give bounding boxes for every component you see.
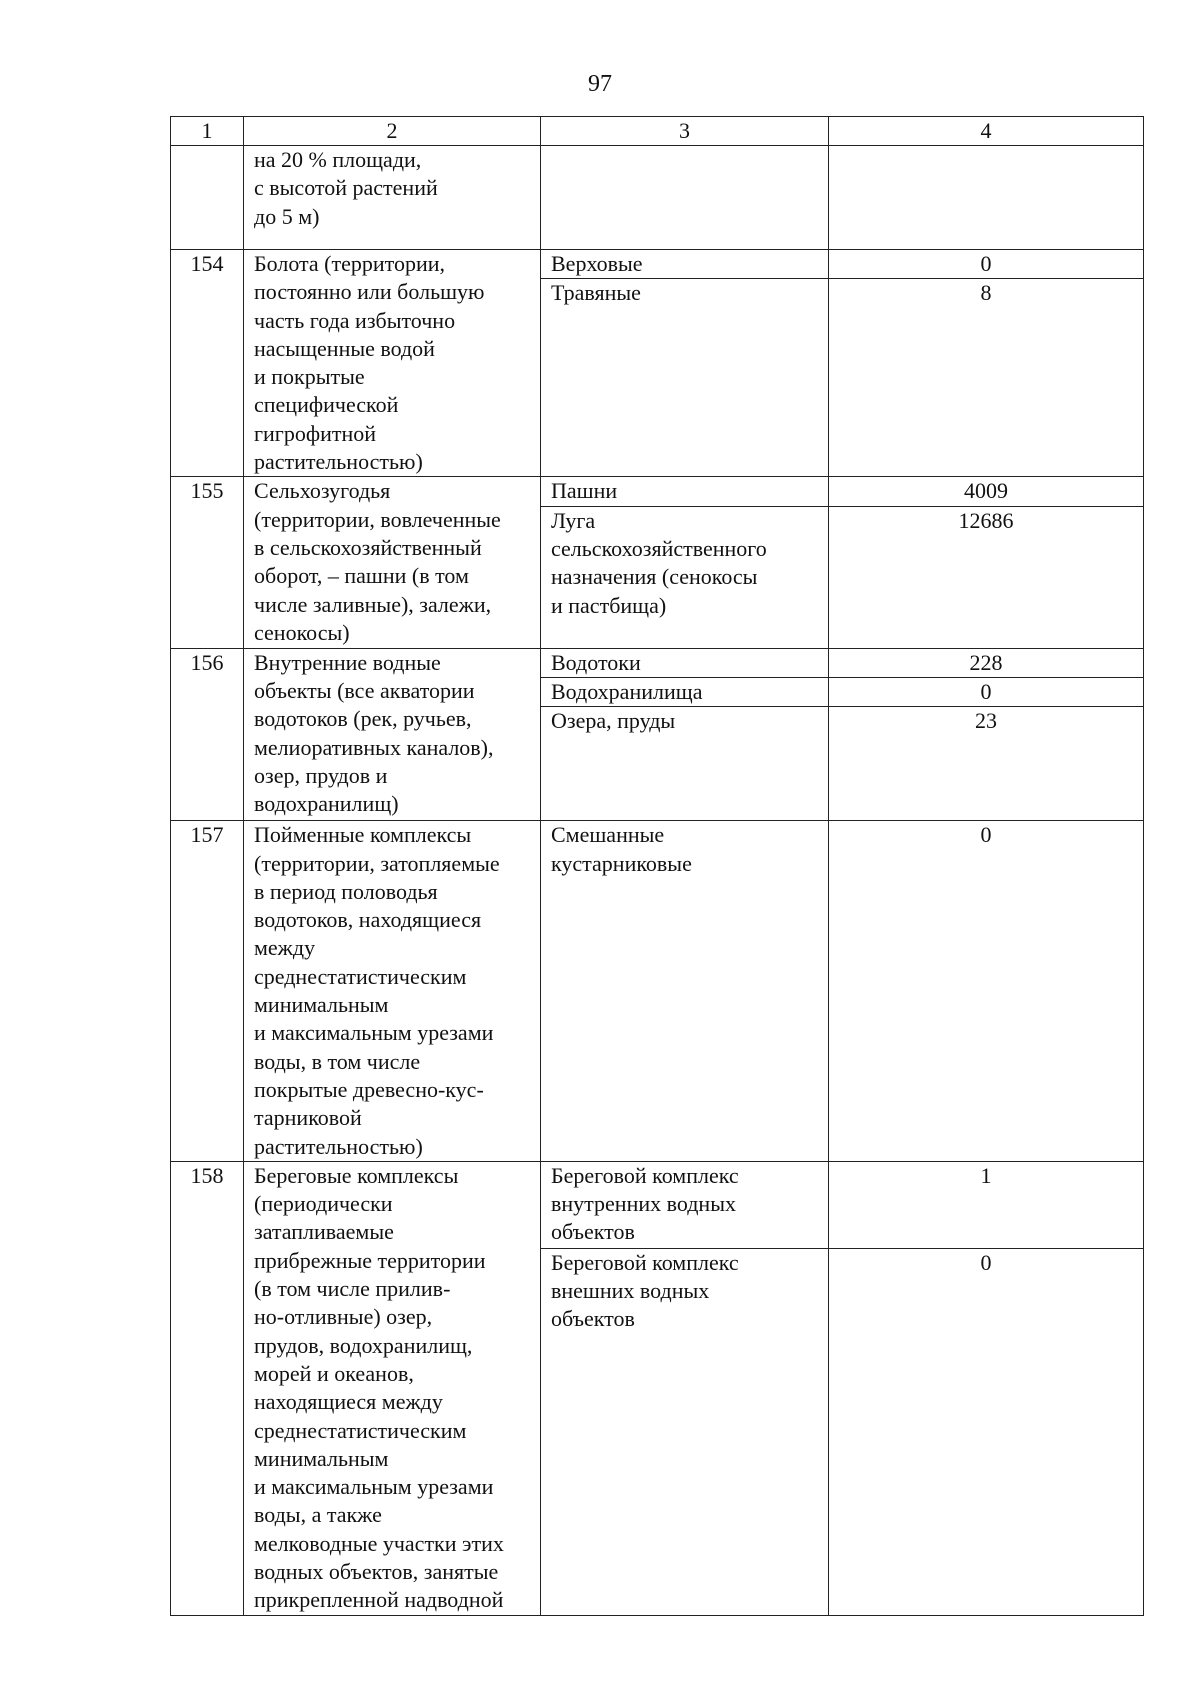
column-header-1: 1 [171, 117, 244, 146]
column-header-4: 4 [829, 117, 1144, 146]
row-description-text: Сельхозугодья (территории, вовлеченные в сельскохозяйственный оборот, – пашни (в том числе заливные), залежи, сенокосы) [254, 478, 501, 645]
row-value: 8 [829, 279, 1144, 477]
row-type [541, 279, 829, 477]
page-number: 97 [588, 71, 612, 97]
row-value: 228 [829, 648, 1144, 677]
row-type [541, 1248, 829, 1615]
row-type-text: Озера, пруды [551, 708, 676, 734]
row-type [541, 477, 829, 506]
row-value: 23 [829, 707, 1144, 821]
table-row [171, 1161, 1144, 1248]
row-number-cell [171, 146, 244, 250]
row-number: 157 [171, 821, 244, 1162]
row-value: 0 [829, 821, 1144, 1162]
row-type [541, 1161, 829, 1248]
row-value: 1 [829, 1161, 1144, 1248]
row-type-text: Верховые [551, 251, 643, 276]
row-type-text: Береговой комплекс внутренних водных объектов [551, 1162, 739, 1245]
row-value-cell [829, 146, 1144, 250]
row-description [244, 250, 541, 477]
column-header-3: 3 [541, 117, 829, 146]
table-row [171, 648, 1144, 677]
row-value: 4009 [829, 477, 1144, 506]
row-description [244, 1161, 541, 1615]
row-description [244, 648, 541, 821]
row-value: 0 [829, 1248, 1144, 1615]
table-header-row [171, 117, 1144, 146]
row-number: 154 [171, 250, 244, 477]
row-type-text: Водохранилища [551, 678, 703, 704]
row-description-text: Внутренние водные объекты (все акватории водотоков (рек, ручьев, мелиоративных каналов), озер, прудов и водохранилищ) [254, 649, 494, 817]
row-description-text: на 20 % площади, с высотой растений до 5 м) [254, 147, 438, 229]
row-type-text: Луга сельскохозяйственного назначения (сенокосы и пастбища) [551, 507, 767, 618]
row-number: 156 [171, 648, 244, 821]
row-type [541, 821, 829, 1162]
row-type-text: Береговой комплекс внешних водных объектов [551, 1249, 739, 1332]
row-type-text: Травяные [551, 280, 641, 306]
row-description [244, 821, 541, 1162]
row-type [541, 648, 829, 677]
row-type [541, 677, 829, 706]
table-row [171, 250, 1144, 279]
land-cover-table [170, 116, 1144, 1616]
row-type [541, 250, 829, 279]
table-row [171, 821, 1144, 1162]
row-type [541, 506, 829, 648]
row-value: 0 [829, 677, 1144, 706]
row-description-text: Береговые комплексы (периодически затапливаемые прибрежные территории (в том числе прилив- но-отливные) озер, прудов, водохранилищ, морей и океанов, находящиеся между среднестатистическим минимальным и максимальным урезами воды, а также мелководные участки этих водных объектов, занятые прикрепленной надводной [254, 1162, 504, 1613]
row-number: 158 [171, 1161, 244, 1615]
row-type-text: Водотоки [551, 649, 641, 675]
row-type [541, 707, 829, 821]
row-description [244, 477, 541, 648]
column-header-2: 2 [244, 117, 541, 146]
row-number: 155 [171, 477, 244, 648]
row-type-cell [541, 146, 829, 250]
table-row [171, 477, 1144, 506]
row-type-text: Смешанные кустарниковые [551, 822, 692, 876]
table-row-continuation [171, 146, 1144, 250]
row-type-text: Пашни [551, 478, 618, 504]
row-description-text: Пойменные комплексы (территории, затопляемые в период половодья водотоков, находящиеся между среднестатистическим минимальным и максимальным урезами воды, в том числе покрытые древесно-кус- тарниковой растительностью) [254, 822, 500, 1159]
row-value: 12686 [829, 506, 1144, 648]
row-value: 0 [829, 250, 1144, 279]
row-description [244, 146, 541, 250]
row-description-text: Болота (территории, постоянно или большую часть года избыточно насыщенные водой и покрытые специфической гигрофитной растительностью) [254, 251, 485, 475]
